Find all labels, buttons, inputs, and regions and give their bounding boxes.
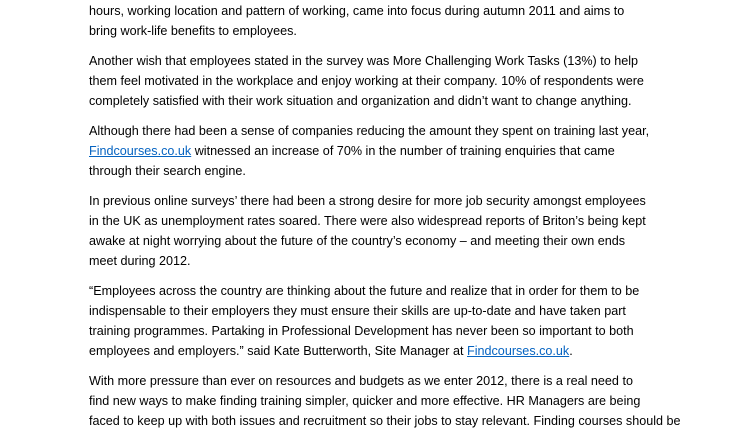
text-line: in the UK as unemployment rates soared. There were also widespread reports of Briton’s being kept bbox=[89, 214, 646, 228]
text-fragment: witnessed an increase of 70% in the number of training enquiries that came bbox=[191, 144, 615, 158]
text-line: completely satisfied with their work situation and organization and didn’t want to change anything. bbox=[89, 94, 632, 108]
text-line: hours, working location and pattern of working, came into focus during autumn 2011 and aims to bbox=[89, 4, 625, 18]
text-line: In previous online surveys’ there had been a strong desire for more job security amongst employees bbox=[89, 194, 646, 208]
text-line bbox=[89, 341, 669, 361]
text-line: awake at night worrying about the future of the country’s economy – and meeting their own ends bbox=[89, 234, 626, 248]
paragraph-challenging-work bbox=[89, 51, 669, 111]
text-line: through their search engine. bbox=[89, 164, 246, 178]
text-fragment: . bbox=[569, 344, 573, 358]
document-body bbox=[89, 0, 681, 441]
text-line: Although there had been a sense of companies reducing the amount they spent on training last year, bbox=[89, 124, 650, 138]
text-line: indispensable to their employers they must ensure their skills are up-to-date and have taken part bbox=[89, 304, 626, 318]
paragraph-job-security bbox=[89, 191, 669, 271]
findcourses-link[interactable]: Findcourses.co.uk bbox=[467, 344, 570, 358]
paragraph-flexible-working bbox=[89, 1, 669, 41]
text-fragment: employees and employers.” said Kate Butterworth, Site Manager at bbox=[89, 344, 468, 358]
text-line bbox=[89, 141, 669, 161]
text-line: With more pressure than ever on resources and budgets as we enter 2012, there is a real need to bbox=[89, 374, 633, 388]
paragraph-training-enquiries bbox=[89, 121, 669, 181]
text-line: meet during 2012. bbox=[89, 254, 191, 268]
text-line: faced to keep up with both issues and recruitment so their jobs to stay relevant. Finding courses should be bbox=[89, 414, 681, 428]
text-line: Another wish that employees stated in the survey was More Challenging Work Tasks (13%) to help bbox=[89, 54, 639, 68]
text-line: training programmes. Partaking in Professional Development has never been so important to both bbox=[89, 324, 634, 338]
text-line: bring work-life benefits to employees. bbox=[89, 24, 297, 38]
paragraph-pressure-resources bbox=[89, 371, 681, 431]
text-line: find new ways to make finding training simpler, quicker and more effective. HR Managers are being bbox=[89, 394, 641, 408]
paragraph-quote bbox=[89, 281, 669, 361]
text-line: them feel motivated in the workplace and enjoy working at their company. 10% of respondents were bbox=[89, 74, 644, 88]
findcourses-link[interactable]: Findcourses.co.uk bbox=[89, 144, 192, 158]
text-line: “Employees across the country are thinking about the future and realize that in order for them to be bbox=[89, 284, 640, 298]
